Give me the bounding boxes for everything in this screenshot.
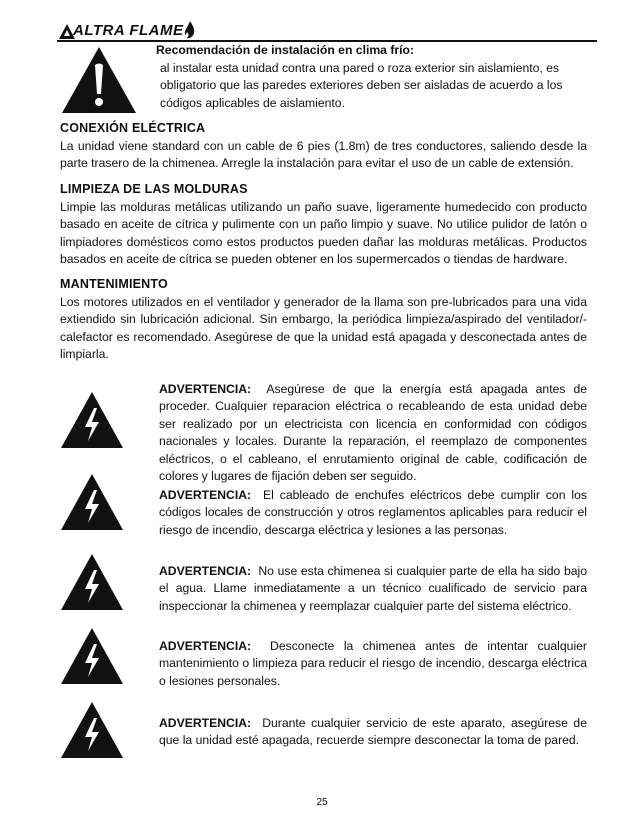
section-electrical-connection [60,121,587,173]
cold-climate-title: Recomendación de instalación en clima frío: [156,43,415,57]
section-maintenance [60,277,587,363]
warning-body: Durante cualquier servicio de este aparato, asegúrese de que la unidad esté apagada, recuerde siempre desconectar la toma de pared. [159,716,587,748]
warning-text [159,487,587,539]
page-number: 25 [316,797,328,808]
warning-label: ADVERTENCIA: [159,639,252,653]
page-header [57,18,597,44]
warning-body: No use esta chimenea si cualquier parte de ella ha sido bajo el agua. Llame inmediatamente a un técnico cualificado de servicio para inspeccionar la chimenea y reemplazar cualquier parte del sistema eléctrico. [159,564,587,613]
electrical-hazard-icon [60,701,124,759]
warning-text [159,715,587,750]
section-molding-cleaning [60,182,587,268]
flame-icon [184,20,196,40]
warning-body: El cableado de enchufes eléctricos debe cumplir con los códigos locales de construcción y otros reglamentos aplicables para reducir el riesgo de incendio, descarga eléctrica y lesiones a las personas. [159,488,587,537]
cold-climate-body: al instalar esta unidad contra una pared o roza exterior sin aislamiento, es obligatorio que las paredes exteriores deben ser aisladas de acuerdo a los códigos aplicables de aislamiento. [160,60,563,110]
section-title: LIMPIEZA DE LAS MOLDURAS [60,182,248,196]
cold-climate-note [60,45,588,115]
section-body: La unidad viene standard con un cable de 6 pies (1.8m) de tres conductores, saliendo desde la parte trasero de la chimenea. Arregle la instalación para evitar el uso de un cable de extensión. [60,139,587,171]
warning-label: ADVERTENCIA: [159,488,252,502]
warning-body: Asegúrese de que la energía está apagada antes de proceder. Cualquier reparacion eléctrica o recableando de esta unidad debe ser realizado por un electricista con licencia en conformidad con códigos nacionales y locales. Durante la reparación, el reemplazo de componentes eléctricos, o el cableano, el enrutamiento original de cable, codificación de colores y lugares de fijación deben ser seguido. [159,382,587,484]
warning-text [159,563,587,615]
section-title: MANTENIMIENTO [60,277,168,291]
warning-label: ADVERTENCIA: [159,382,252,396]
electrical-hazard-icon [60,391,124,449]
warning-label: ADVERTENCIA: [159,716,252,730]
cold-climate-text [156,42,586,112]
section-body: Los motores utilizados en el ventilador y generador de la llama son pre-lubricados para una vida extiendido sin lubricación adicional. Sin embargo, la periódica limpieza/aspirado del ventilador/-calefactor es recomendado. Asegúrese de que la unidad está apagada y desconectada antes de limpiarla. [60,295,587,361]
electrical-hazard-icon [60,627,124,685]
brand-logo [57,18,196,40]
logo-text: ALTRA FLAME [73,22,184,39]
warning-text [159,638,587,690]
exclamation-warning-icon [60,45,138,115]
warning-label: ADVERTENCIA: [159,564,252,578]
warning-text [159,381,587,485]
section-title: CONEXIÓN ELÉCTRICA [60,121,206,135]
electrical-hazard-icon [60,553,124,611]
section-body: Limpie las molduras metálicas utilizando un paño suave, ligeramente humedecido con producto basado en aceite de cítrica y pulimente con un paño limpio y suave. No utilice pulidor de latón o limpiadores domésticos como estos productos pueden dañar las molduras metálicas. Productos basados en aceite de cítrica se pueden obtener en los supermercados o tiendas de hardware. [60,200,587,266]
warning-body: Desconecte la chimenea antes de intentar cualquier mantenimiento o limpieza para reducir el riesgo de incendio, descarga eléctrica o lesiones personales. [159,639,587,688]
electrical-hazard-icon [60,473,124,531]
